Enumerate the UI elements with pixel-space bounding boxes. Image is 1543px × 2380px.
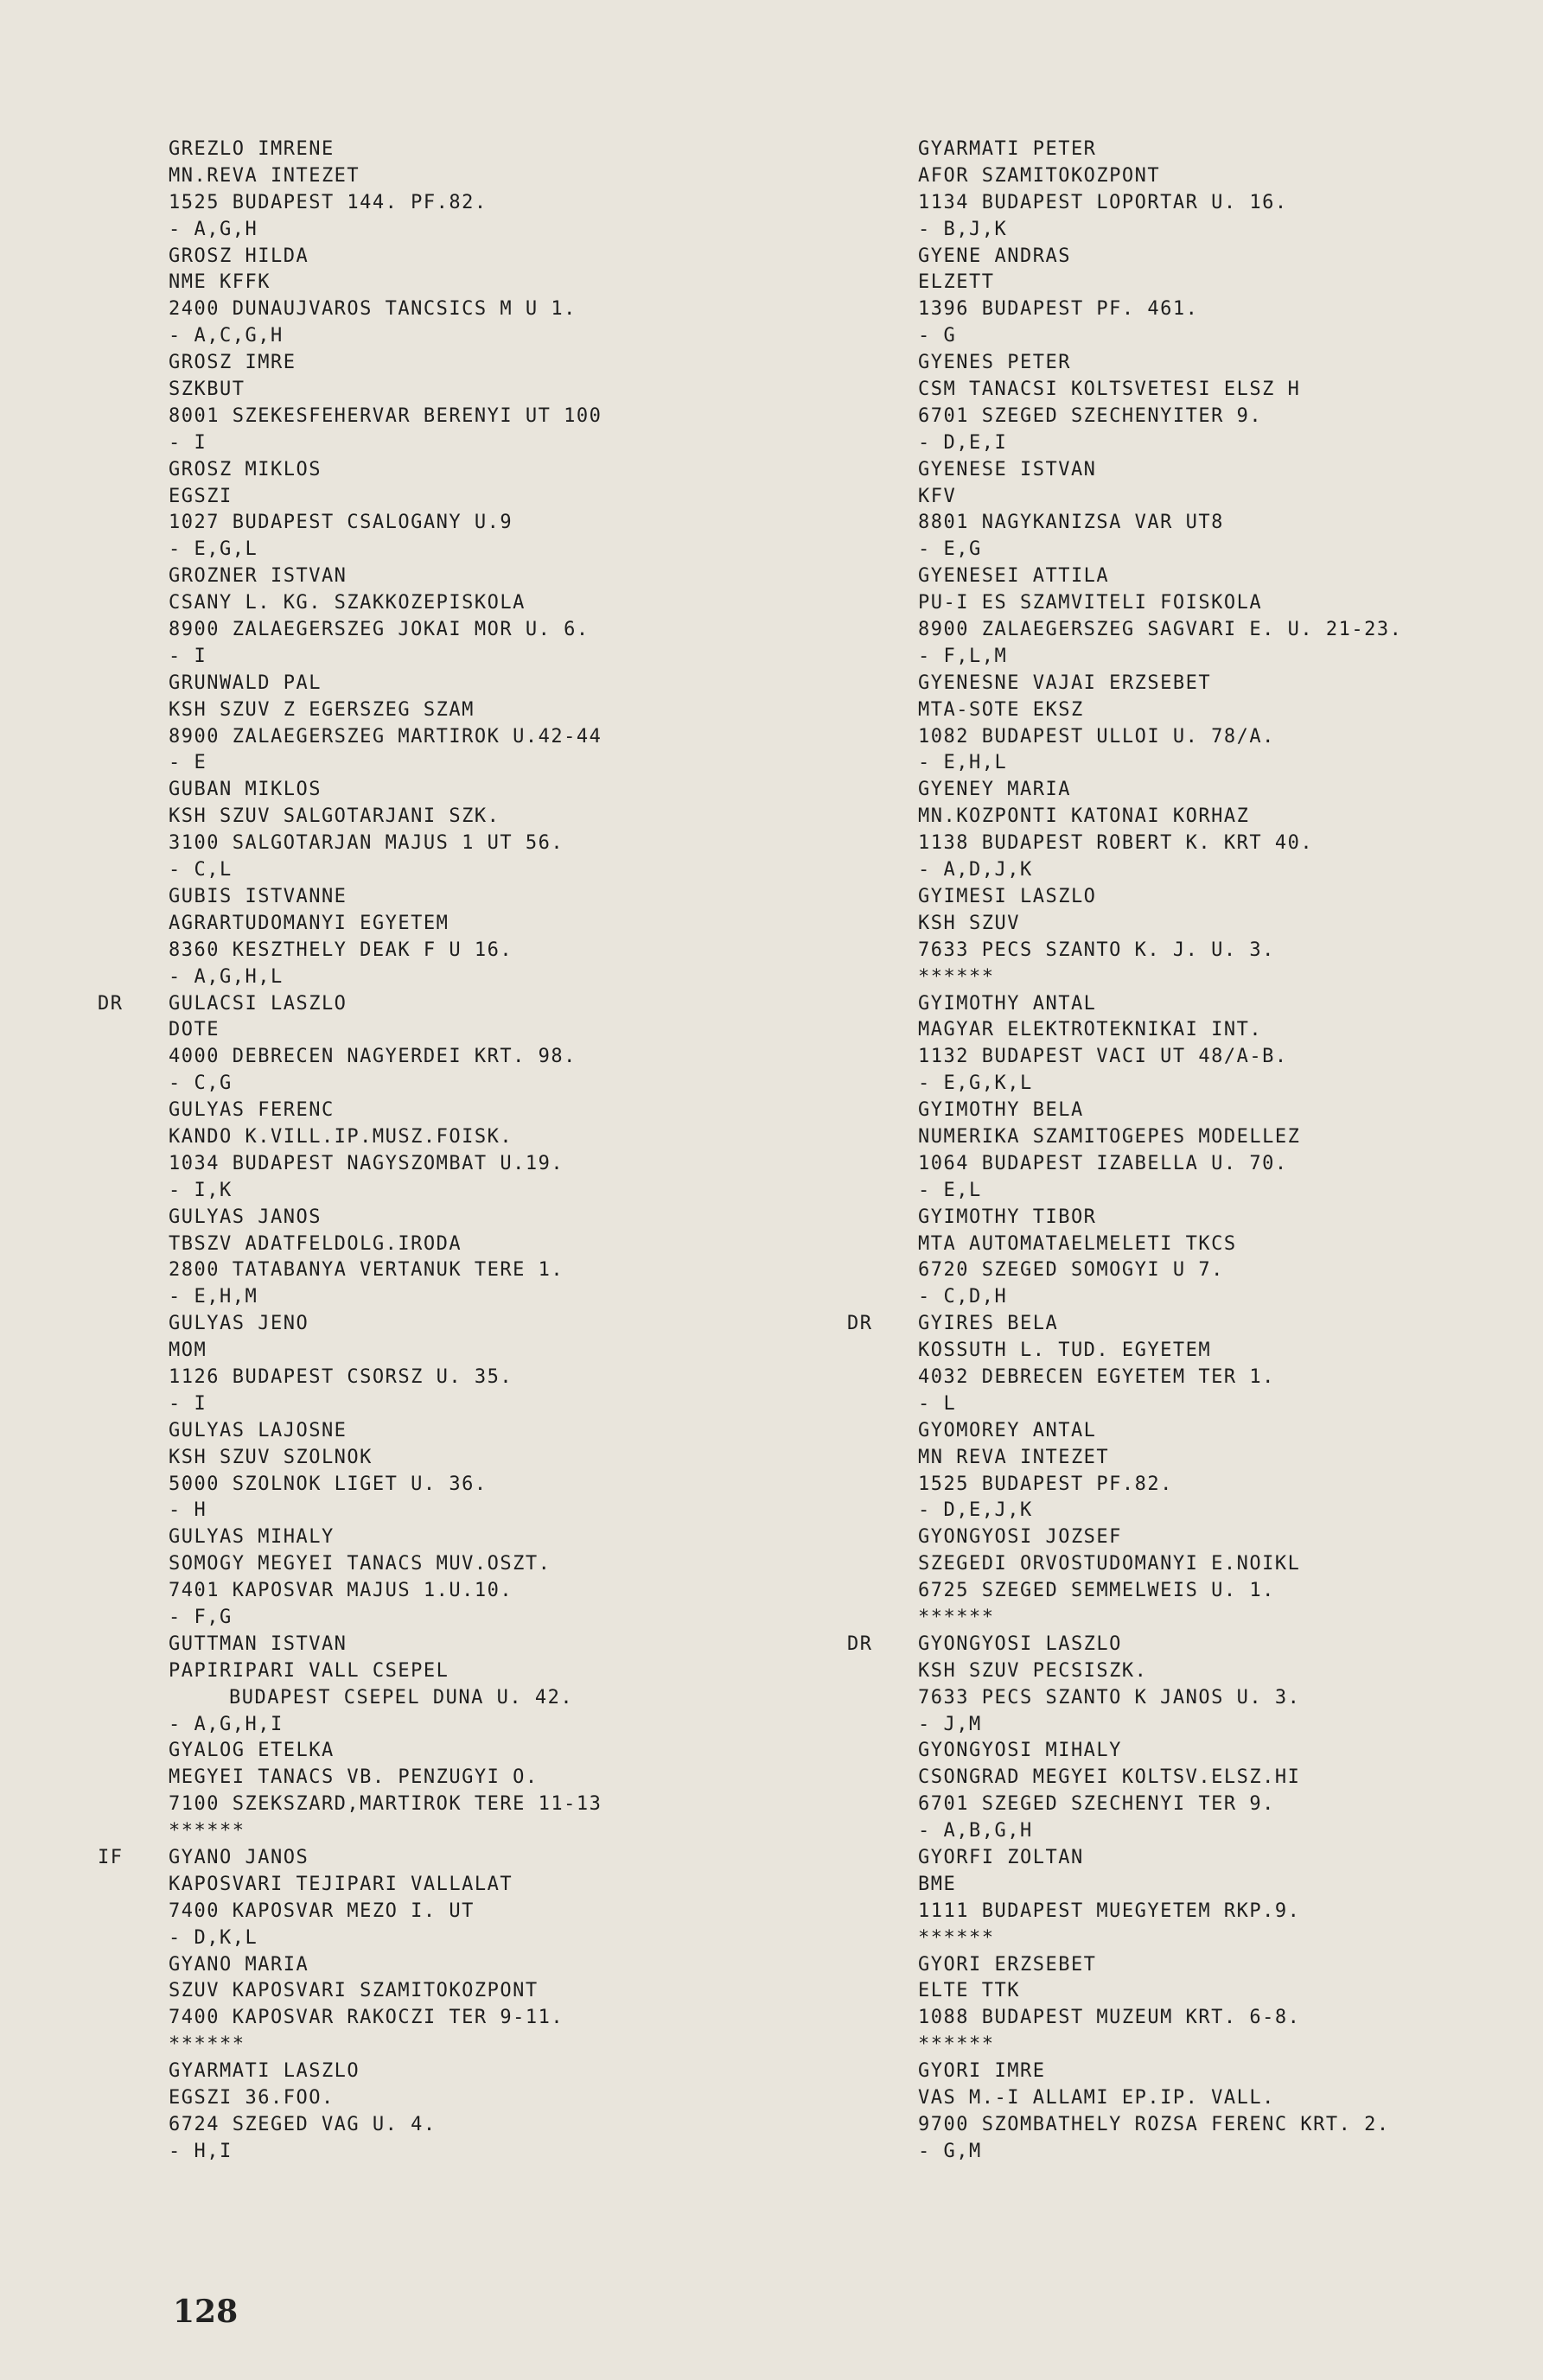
entry-name: GULACSI LASZLO	[169, 992, 347, 1015]
entry-line: MEGYEI TANACS VB. PENZUGYI O.	[169, 1766, 539, 1789]
entry-line: - A,B,G,H	[918, 1820, 1033, 1842]
directory-entry	[169, 1738, 791, 1845]
directory-entry	[169, 1632, 791, 1739]
entry-line: - E,G	[918, 538, 982, 561]
entry-line: - I,K	[169, 1179, 233, 1201]
entry-name: GYARMATI LASZLO	[169, 2060, 360, 2083]
directory-entry	[169, 1418, 791, 1525]
entry-line: 3100 SALGOTARJAN MAJUS 1 UT 56.	[169, 832, 564, 855]
entry-line: ******	[918, 1606, 995, 1628]
entry-line: 1396 BUDAPEST PF. 461.	[918, 298, 1199, 321]
entry-line: - E,L	[918, 1179, 982, 1201]
entry-line: - J,M	[918, 1713, 982, 1735]
entry-line: KAPOSVARI TEJIPARI VALLALAT	[169, 1873, 513, 1895]
entry-line: EGSZI	[169, 485, 233, 507]
entry-name: GULYAS LAJOSNE	[169, 1419, 347, 1441]
entry-line: 1126 BUDAPEST CSORSZ U. 35.	[169, 1365, 513, 1388]
entry-line: 8001 SZEKESFEHERVAR BERENYI UT 100	[169, 404, 603, 427]
directory-entry	[918, 1205, 1523, 1312]
directory-entry	[918, 671, 1523, 778]
entry-line: AFOR SZAMITOKOZPONT	[918, 164, 1161, 187]
entry-line: - H,I	[169, 2140, 233, 2162]
entry-name: GUBAN MIKLOS	[169, 779, 322, 801]
entry-line: 9700 SZOMBATHELY ROZSA FERENC KRT. 2.	[918, 2113, 1390, 2135]
entry-line: MN.KOZPONTI KATONAI KORHAZ	[918, 805, 1250, 828]
entry-line: 1027 BUDAPEST CSALOGANY U.9	[169, 512, 513, 534]
directory-entry	[918, 244, 1523, 351]
entry-line: PU-I ES SZAMVITELI FOISKOLA	[918, 592, 1263, 614]
entry-line: 1134 BUDAPEST LOPORTAR U. 16.	[918, 191, 1288, 213]
directory-entry	[918, 991, 1523, 1098]
entry-line: 4032 DEBRECEN EGYETEM TER 1.	[918, 1365, 1275, 1388]
entry-line: - A,G,H,L	[169, 965, 284, 988]
entry-line: KOSSUTH L. TUD. EGYETEM	[918, 1340, 1212, 1362]
entry-name: GULYAS MIHALY	[169, 1526, 335, 1549]
directory-entry	[169, 777, 791, 884]
directory-entry	[918, 1952, 1523, 2059]
entry-line: - I	[169, 431, 207, 454]
entry-name: GYIMOTHY ANTAL	[918, 992, 1097, 1015]
entry-line: MOM	[169, 1340, 207, 1362]
entry-line: ******	[169, 2033, 245, 2056]
entry-line: 5000 SZOLNOK LIGET U. 36.	[169, 1473, 488, 1495]
entry-line: - E,G,L	[169, 538, 258, 561]
directory-entry	[169, 1205, 791, 1312]
entry-name: GROZNER ISTVAN	[169, 565, 347, 588]
directory-entry	[169, 884, 791, 991]
directory-entry	[169, 1524, 791, 1632]
entry-name: GYORI ERZSEBET	[918, 1953, 1097, 1976]
entry-name: GROSZ HILDA	[169, 245, 309, 267]
entry-name: GULYAS FERENC	[169, 1099, 335, 1122]
directory-entry	[918, 1845, 1523, 1952]
directory-entry	[918, 884, 1523, 991]
entry-line: 7633 PECS SZANTO K JANOS U. 3.	[918, 1686, 1301, 1709]
entry-line: - D,E,I	[918, 431, 1008, 454]
entry-name: GYENESE ISTVAN	[918, 458, 1097, 480]
directory-entry	[169, 563, 791, 671]
entry-name: GYONGYOSI JOZSEF	[918, 1526, 1122, 1549]
entry-line: - A,G,H	[169, 218, 258, 240]
entry-name: GYOMOREY ANTAL	[918, 1419, 1097, 1441]
entry-name: GRUNWALD PAL	[169, 671, 322, 694]
entry-line: KSH SZUV SZOLNOK	[169, 1446, 373, 1468]
entry-name: GYANO JANOS	[169, 1847, 309, 1868]
entry-line: 8801 NAGYKANIZSA VAR UT8	[918, 512, 1224, 534]
entry-line: - C,L	[169, 859, 233, 881]
directory-entry	[918, 1098, 1523, 1205]
directory-entry	[918, 137, 1523, 244]
entry-line: 1082 BUDAPEST ULLOI U. 78/A.	[918, 725, 1275, 748]
directory-entry	[169, 1311, 791, 1418]
entry-name: GREZLO IMRENE	[169, 138, 335, 160]
entry-line: PAPIRIPARI VALL CSEPEL	[169, 1659, 450, 1682]
directory-entry	[169, 244, 791, 351]
entry-name: GYIMESI LASZLO	[918, 885, 1097, 907]
entry-line: ******	[918, 2033, 995, 2056]
directory-entry	[98, 1845, 791, 1952]
directory-entry	[918, 2059, 1523, 2166]
entry-line: 1034 BUDAPEST NAGYSZOMBAT U.19.	[169, 1152, 564, 1174]
entry-line: CSM TANACSI KOLTSVETESI ELSZ H	[918, 379, 1301, 401]
entry-name: GYANO MARIA	[169, 1953, 309, 1976]
entry-line: - A,C,G,H	[169, 325, 284, 347]
entry-line: ******	[918, 965, 995, 988]
entry-line: KSH SZUV PECSISZK.	[918, 1659, 1148, 1682]
directory-entry	[169, 671, 791, 778]
entry-line: NUMERIKA SZAMITOGEPES MODELLEZ	[918, 1125, 1301, 1148]
entry-line: - F,G	[169, 1606, 233, 1628]
entry-name: GYENE ANDRAS	[918, 245, 1071, 267]
entry-line: - I	[169, 645, 207, 667]
entry-name: GYENESEI ATTILA	[918, 565, 1110, 588]
entry-line: 7400 KAPOSVAR RAKOCZI TER 9-11.	[169, 2007, 564, 2029]
directory-entry	[169, 1952, 791, 2059]
entry-name: GYORI IMRE	[918, 2060, 1046, 2083]
entry-line: KANDO K.VILL.IP.MUSZ.FOISK.	[169, 1125, 513, 1148]
entry-name: GROSZ IMRE	[169, 352, 296, 374]
entry-line: - H	[169, 1499, 207, 1522]
entry-name: GULYAS JENO	[169, 1313, 309, 1335]
entry-line: - E	[169, 752, 207, 774]
directory-entry	[169, 350, 791, 457]
entry-line: 6724 SZEGED VAG U. 4.	[169, 2113, 437, 2135]
entry-line: - I	[169, 1392, 207, 1415]
entry-line: 7633 PECS SZANTO K. J. U. 3.	[918, 939, 1275, 961]
entry-name: GYENESNE VAJAI ERZSEBET	[918, 671, 1212, 694]
entry-line: 7100 SZEKSZARD,MARTIROK TERE 11-13	[169, 1793, 603, 1816]
entry-line: 8900 ZALAEGERSZEG MARTIROK U.42-44	[169, 725, 603, 748]
entry-line: BME	[918, 1873, 957, 1895]
entry-line: MN REVA INTEZET	[918, 1446, 1110, 1468]
entry-line: 7401 KAPOSVAR MAJUS 1.U.10.	[169, 1580, 513, 1602]
entry-line: ELZETT	[918, 271, 995, 294]
entry-line: 1138 BUDAPEST ROBERT K. KRT 40.	[918, 832, 1314, 855]
entry-line: - B,J,K	[918, 218, 1008, 240]
entry-line: KSH SZUV SALGOTARJANI SZK.	[169, 805, 501, 828]
entry-line: MN.REVA INTEZET	[169, 164, 360, 187]
entry-line: 6701 SZEGED SZECHENYITER 9.	[918, 404, 1263, 427]
entry-name: GYIMOTHY TIBOR	[918, 1206, 1097, 1228]
entry-name: GYENEY MARIA	[918, 779, 1071, 801]
entry-name: GYONGYOSI LASZLO	[918, 1632, 1122, 1655]
entry-line: DOTE	[169, 1019, 220, 1041]
entry-name: GYONGYOSI MIHALY	[918, 1740, 1122, 1762]
directory-entry	[169, 2059, 791, 2166]
left-column	[98, 137, 791, 2166]
entry-line: 1111 BUDAPEST MUEGYETEM RKP.9.	[918, 1900, 1301, 1922]
entry-line: SZUV KAPOSVARI SZAMITOKOZPONT	[169, 1980, 539, 2002]
directory-entry	[169, 1098, 791, 1205]
entry-name: GYORFI ZOLTAN	[918, 1847, 1084, 1868]
entry-line: - F,L,M	[918, 645, 1008, 667]
entry-line: MTA-SOTE EKSZ	[918, 698, 1084, 721]
entry-line: 6701 SZEGED SZECHENYI TER 9.	[918, 1793, 1275, 1816]
entry-line: SZEGEDI ORVOSTUDOMANYI E.NOIKL	[918, 1553, 1301, 1575]
entry-line: MTA AUTOMATAELMELETI TKCS	[918, 1232, 1237, 1255]
entry-name: GUTTMAN ISTVAN	[169, 1632, 347, 1655]
entry-line: - E,H,L	[918, 752, 1008, 774]
entry-name: GYALOG ETELKA	[169, 1740, 335, 1762]
entry-title-prefix: DR	[98, 992, 124, 1015]
directory-entry	[918, 563, 1523, 671]
entry-line: - C,G	[169, 1072, 233, 1095]
entry-line: - A,D,J,K	[918, 859, 1033, 881]
entry-line: 6725 SZEGED SEMMELWEIS U. 1.	[918, 1580, 1275, 1602]
entry-line: - L	[918, 1392, 957, 1415]
entry-line: MAGYAR ELEKTROTEKNIKAI INT.	[918, 1019, 1263, 1041]
entry-line: NME KFFK	[169, 271, 271, 294]
directory-entry	[169, 137, 791, 244]
entry-title-prefix: DR	[847, 1313, 873, 1335]
directory-entry	[98, 991, 791, 1098]
entry-line: 8900 ZALAEGERSZEG JOKAI MOR U. 6.	[169, 619, 590, 641]
directory-entry	[918, 350, 1523, 457]
entry-line: - E,H,M	[169, 1286, 258, 1308]
directory-entry	[918, 1524, 1523, 1632]
entry-name: GROSZ MIKLOS	[169, 458, 322, 480]
entry-title-prefix: IF	[98, 1847, 124, 1868]
entry-line: - D,E,J,K	[918, 1499, 1033, 1522]
entry-line: KFV	[918, 485, 957, 507]
entry-line: 1525 BUDAPEST 144. PF.82.	[169, 191, 488, 213]
directory-entry	[918, 457, 1523, 564]
page-number: 128	[173, 2294, 239, 2330]
entry-line: ******	[169, 1820, 245, 1842]
entry-line: 1525 BUDAPEST PF.82.	[918, 1473, 1173, 1495]
entry-address-continued: BUDAPEST CSEPEL DUNA U. 42.	[229, 1686, 574, 1709]
entry-line: VAS M.-I ALLAMI EP.IP. VALL.	[918, 2087, 1275, 2110]
entry-line: - G,M	[918, 2140, 982, 2162]
entry-line: 7400 KAPOSVAR MEZO I. UT	[169, 1900, 475, 1922]
entry-line: KSH SZUV	[918, 912, 1020, 934]
entry-line: ELTE TTK	[918, 1980, 1020, 2002]
entry-name: GUBIS ISTVANNE	[169, 885, 347, 907]
entry-line: SOMOGY MEGYEI TANACS MUV.OSZT.	[169, 1553, 552, 1575]
entry-line: TBSZV ADATFELDOLG.IRODA	[169, 1232, 462, 1255]
entry-line: CSONGRAD MEGYEI KOLTSV.ELSZ.HI	[918, 1766, 1301, 1789]
entry-line: 6720 SZEGED SOMOGYI U 7.	[918, 1259, 1224, 1282]
entry-line: SZKBUT	[169, 379, 245, 401]
directory-entry	[847, 1632, 1523, 1739]
entry-name: GYENES PETER	[918, 352, 1071, 374]
right-column	[847, 137, 1523, 2166]
entry-name: GYARMATI PETER	[918, 138, 1097, 160]
entry-line: 1088 BUDAPEST MUZEUM KRT. 6-8.	[918, 2007, 1301, 2029]
entry-line: - A,G,H,I	[169, 1713, 284, 1735]
directory-entry	[847, 1311, 1523, 1418]
entry-line: 2400 DUNAUJVAROS TANCSICS M U 1.	[169, 298, 577, 321]
entry-line: - E,G,K,L	[918, 1072, 1033, 1095]
directory-entry	[918, 1738, 1523, 1845]
entry-line: 8360 KESZTHELY DEAK F U 16.	[169, 939, 513, 961]
entry-line: CSANY L. KG. SZAKKOZEPISKOLA	[169, 592, 526, 614]
entry-line: 8900 ZALAEGERSZEG SAGVARI E. U. 21-23.	[918, 619, 1403, 641]
entry-title-prefix: DR	[847, 1632, 873, 1655]
entry-line: 1132 BUDAPEST VACI UT 48/A-B.	[918, 1046, 1288, 1068]
entry-line: 2800 TATABANYA VERTANUK TERE 1.	[169, 1259, 564, 1282]
entry-line: 1064 BUDAPEST IZABELLA U. 70.	[918, 1152, 1288, 1174]
entry-line: AGRARTUDOMANYI EGYETEM	[169, 912, 450, 934]
entry-name: GYIRES BELA	[918, 1313, 1059, 1335]
entry-line: - C,D,H	[918, 1286, 1008, 1308]
entry-line: - D,K,L	[169, 1926, 258, 1949]
directory-entry	[918, 1418, 1523, 1525]
directory-entry	[169, 457, 791, 564]
entry-line: KSH SZUV Z EGERSZEG SZAM	[169, 698, 475, 721]
entry-name: GULYAS JANOS	[169, 1206, 322, 1228]
entry-line: EGSZI 36.FOO.	[169, 2087, 335, 2110]
entry-name: GYIMOTHY BELA	[918, 1099, 1084, 1122]
entry-line: - G	[918, 325, 957, 347]
entry-line: 4000 DEBRECEN NAGYERDEI KRT. 98.	[169, 1046, 577, 1068]
directory-entry	[918, 777, 1523, 884]
entry-line: ******	[918, 1926, 995, 1949]
